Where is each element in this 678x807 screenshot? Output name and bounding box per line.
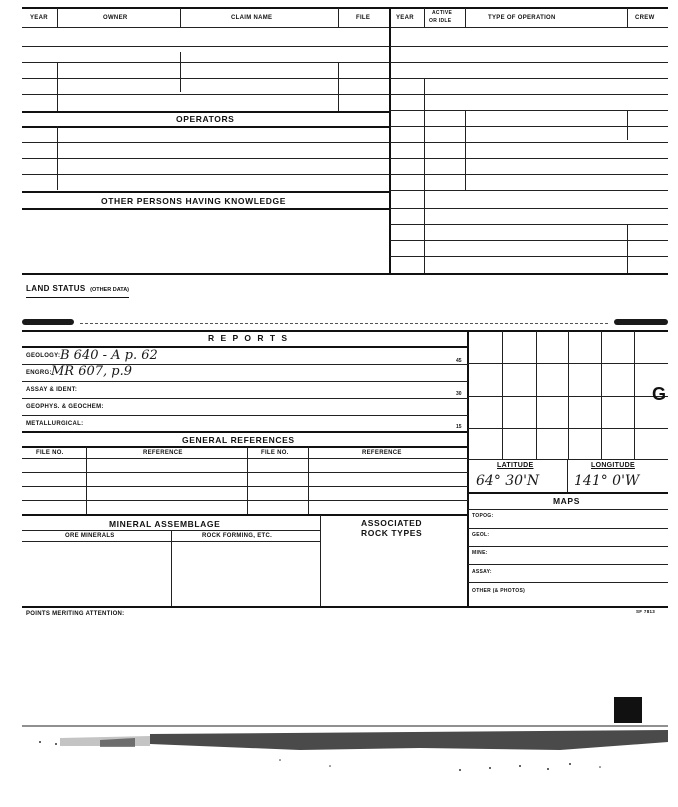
row-rule [390,208,668,209]
reports-bottom-border [22,606,668,608]
maps-geol-label: GEOL: [472,532,490,538]
associated-label: ASSOCIATED [361,518,423,528]
file-no-header-2: FILE NO. [261,450,289,456]
operators-top-rule [22,111,389,113]
col-divider [424,8,425,28]
row-rule [22,94,389,95]
header-crew: CREW [635,15,655,21]
assay-ident-label: ASSAY & IDENT: [26,387,78,393]
longitude-value: 141° 0'W [574,473,640,489]
num-30: 30 [456,391,462,397]
row-rule [22,398,468,399]
row-rule [468,509,668,510]
row-rule [22,415,468,416]
row-rule [468,546,668,547]
reference-header-2: REFERENCE [362,450,402,456]
gen-ref-bottom-rule [22,514,468,516]
row-rule [390,62,668,63]
row-rule [468,528,668,529]
col-divider [180,52,181,92]
col-divider [320,515,321,606]
rock-types-label: ROCK TYPES [361,528,423,538]
row-rule [390,94,668,95]
grid-line [568,331,569,459]
col-divider [57,126,58,190]
operators-title: OPERATORS [176,114,235,124]
cut-line [80,323,608,324]
mineral-assemblage-title: MINERAL ASSEMBLAGE [109,519,221,529]
col-divider [338,62,339,112]
maps-top-rule [468,492,668,494]
grid-line [468,363,668,364]
row-rule [22,500,468,501]
latitude-value: 64° 30'N [476,473,540,489]
other-persons-top-rule [22,191,389,193]
metallurgical-label: METALLURGICAL: [26,421,84,427]
row-rule [468,582,668,583]
row-rule [390,174,668,175]
land-status-note: (OTHER DATA) [90,287,130,293]
punch-mark [614,319,668,325]
file-no-header-1: FILE NO. [36,450,64,456]
ore-minerals-header: ORE MINERALS [65,533,115,539]
header-bottom-rule [22,27,668,28]
engrg-label: ENGRG: [26,370,52,376]
points-meriting-attention: POINTS MERITING ATTENTION: [26,611,125,617]
grid-line [502,331,503,459]
col-divider [57,62,58,112]
maps-title: MAPS [553,496,580,506]
row-rule [390,46,668,47]
row-rule [390,158,668,159]
num-45: 45 [456,358,462,364]
row-rule [22,158,389,159]
col-divider [465,110,466,190]
reports-top-rule [22,330,668,332]
maps-topog-label: TOPOG: [472,513,494,519]
num-15: 15 [456,424,462,430]
row-rule [22,78,389,79]
maps-mine-label: MINE: [472,550,488,556]
col-divider [171,530,172,606]
header-claim-name: CLAIM NAME [231,15,273,21]
land-status-label: LAND STATUS [26,284,86,293]
row-rule [390,78,668,79]
row-rule [468,564,668,565]
row-rule [390,142,668,143]
geology-value: B 640 - A p. 62 [60,348,158,363]
longitude-label: LONGITUDE [591,462,635,469]
land-status [26,278,129,298]
col-divider [424,78,425,274]
col-divider [567,460,568,492]
other-persons-bottom-rule [22,208,389,210]
general-references-title: GENERAL REFERENCES [182,435,295,445]
row-rule [22,62,389,63]
geophys-label: GEOPHYS. & GEOCHEM: [26,404,104,410]
col-divider [86,447,87,514]
row-rule [22,381,468,382]
row-rule [22,46,389,47]
punch-mark [22,319,74,325]
header-file: FILE [356,15,371,21]
header-year-2: YEAR [396,15,414,21]
header-year: YEAR [30,15,48,21]
col-divider [627,110,628,140]
col-divider [338,8,339,28]
grid-line [468,428,668,429]
engrg-value: MR 607, p.9 [51,364,133,379]
row-rule [22,486,468,487]
maps-assay-label: ASSAY: [472,569,492,575]
reference-header-1: REFERENCE [143,450,183,456]
geology-label: GEOLOGY: [26,353,61,359]
table-bottom-rule [22,273,668,275]
row-rule [22,458,468,459]
row-rule [390,190,668,191]
rock-forming-header: ROCK FORMING, ETC. [202,533,273,539]
col-divider [627,8,628,28]
row-rule [22,174,389,175]
header-or-idle: OR IDLE [429,18,452,24]
scan-noise-band [0,720,678,780]
row-rule [22,142,389,143]
table-top-rule [22,7,668,9]
header-type-of-operation: TYPE OF OPERATION [488,15,556,21]
row-rule [22,472,468,473]
header-active: ACTIVE [432,10,453,16]
col-divider [247,447,248,514]
reports-title: R E P O R T S [208,333,290,343]
grid-line [536,331,537,459]
grid-line [634,331,635,459]
form-code: SF 7813 [636,609,656,614]
col-divider [57,8,58,28]
reports-bottom-rule [22,431,468,433]
other-persons-title: OTHER PERSONS HAVING KNOWLEDGE [101,196,287,206]
header-owner: OWNER [103,15,128,21]
operators-bottom-rule [22,126,389,128]
edge-mark: G [652,384,667,404]
col-divider [465,8,466,28]
grid-line [601,331,602,459]
col-divider [308,447,309,514]
latitude-label: LATITUDE [497,462,534,469]
gen-ref-title-rule [22,446,468,448]
grid-line [468,396,668,397]
maps-other-label: OTHER (& PHOTOS) [472,588,526,594]
col-divider [627,224,628,274]
center-divider [389,8,391,274]
grid-line [468,459,668,460]
col-divider [180,8,181,28]
